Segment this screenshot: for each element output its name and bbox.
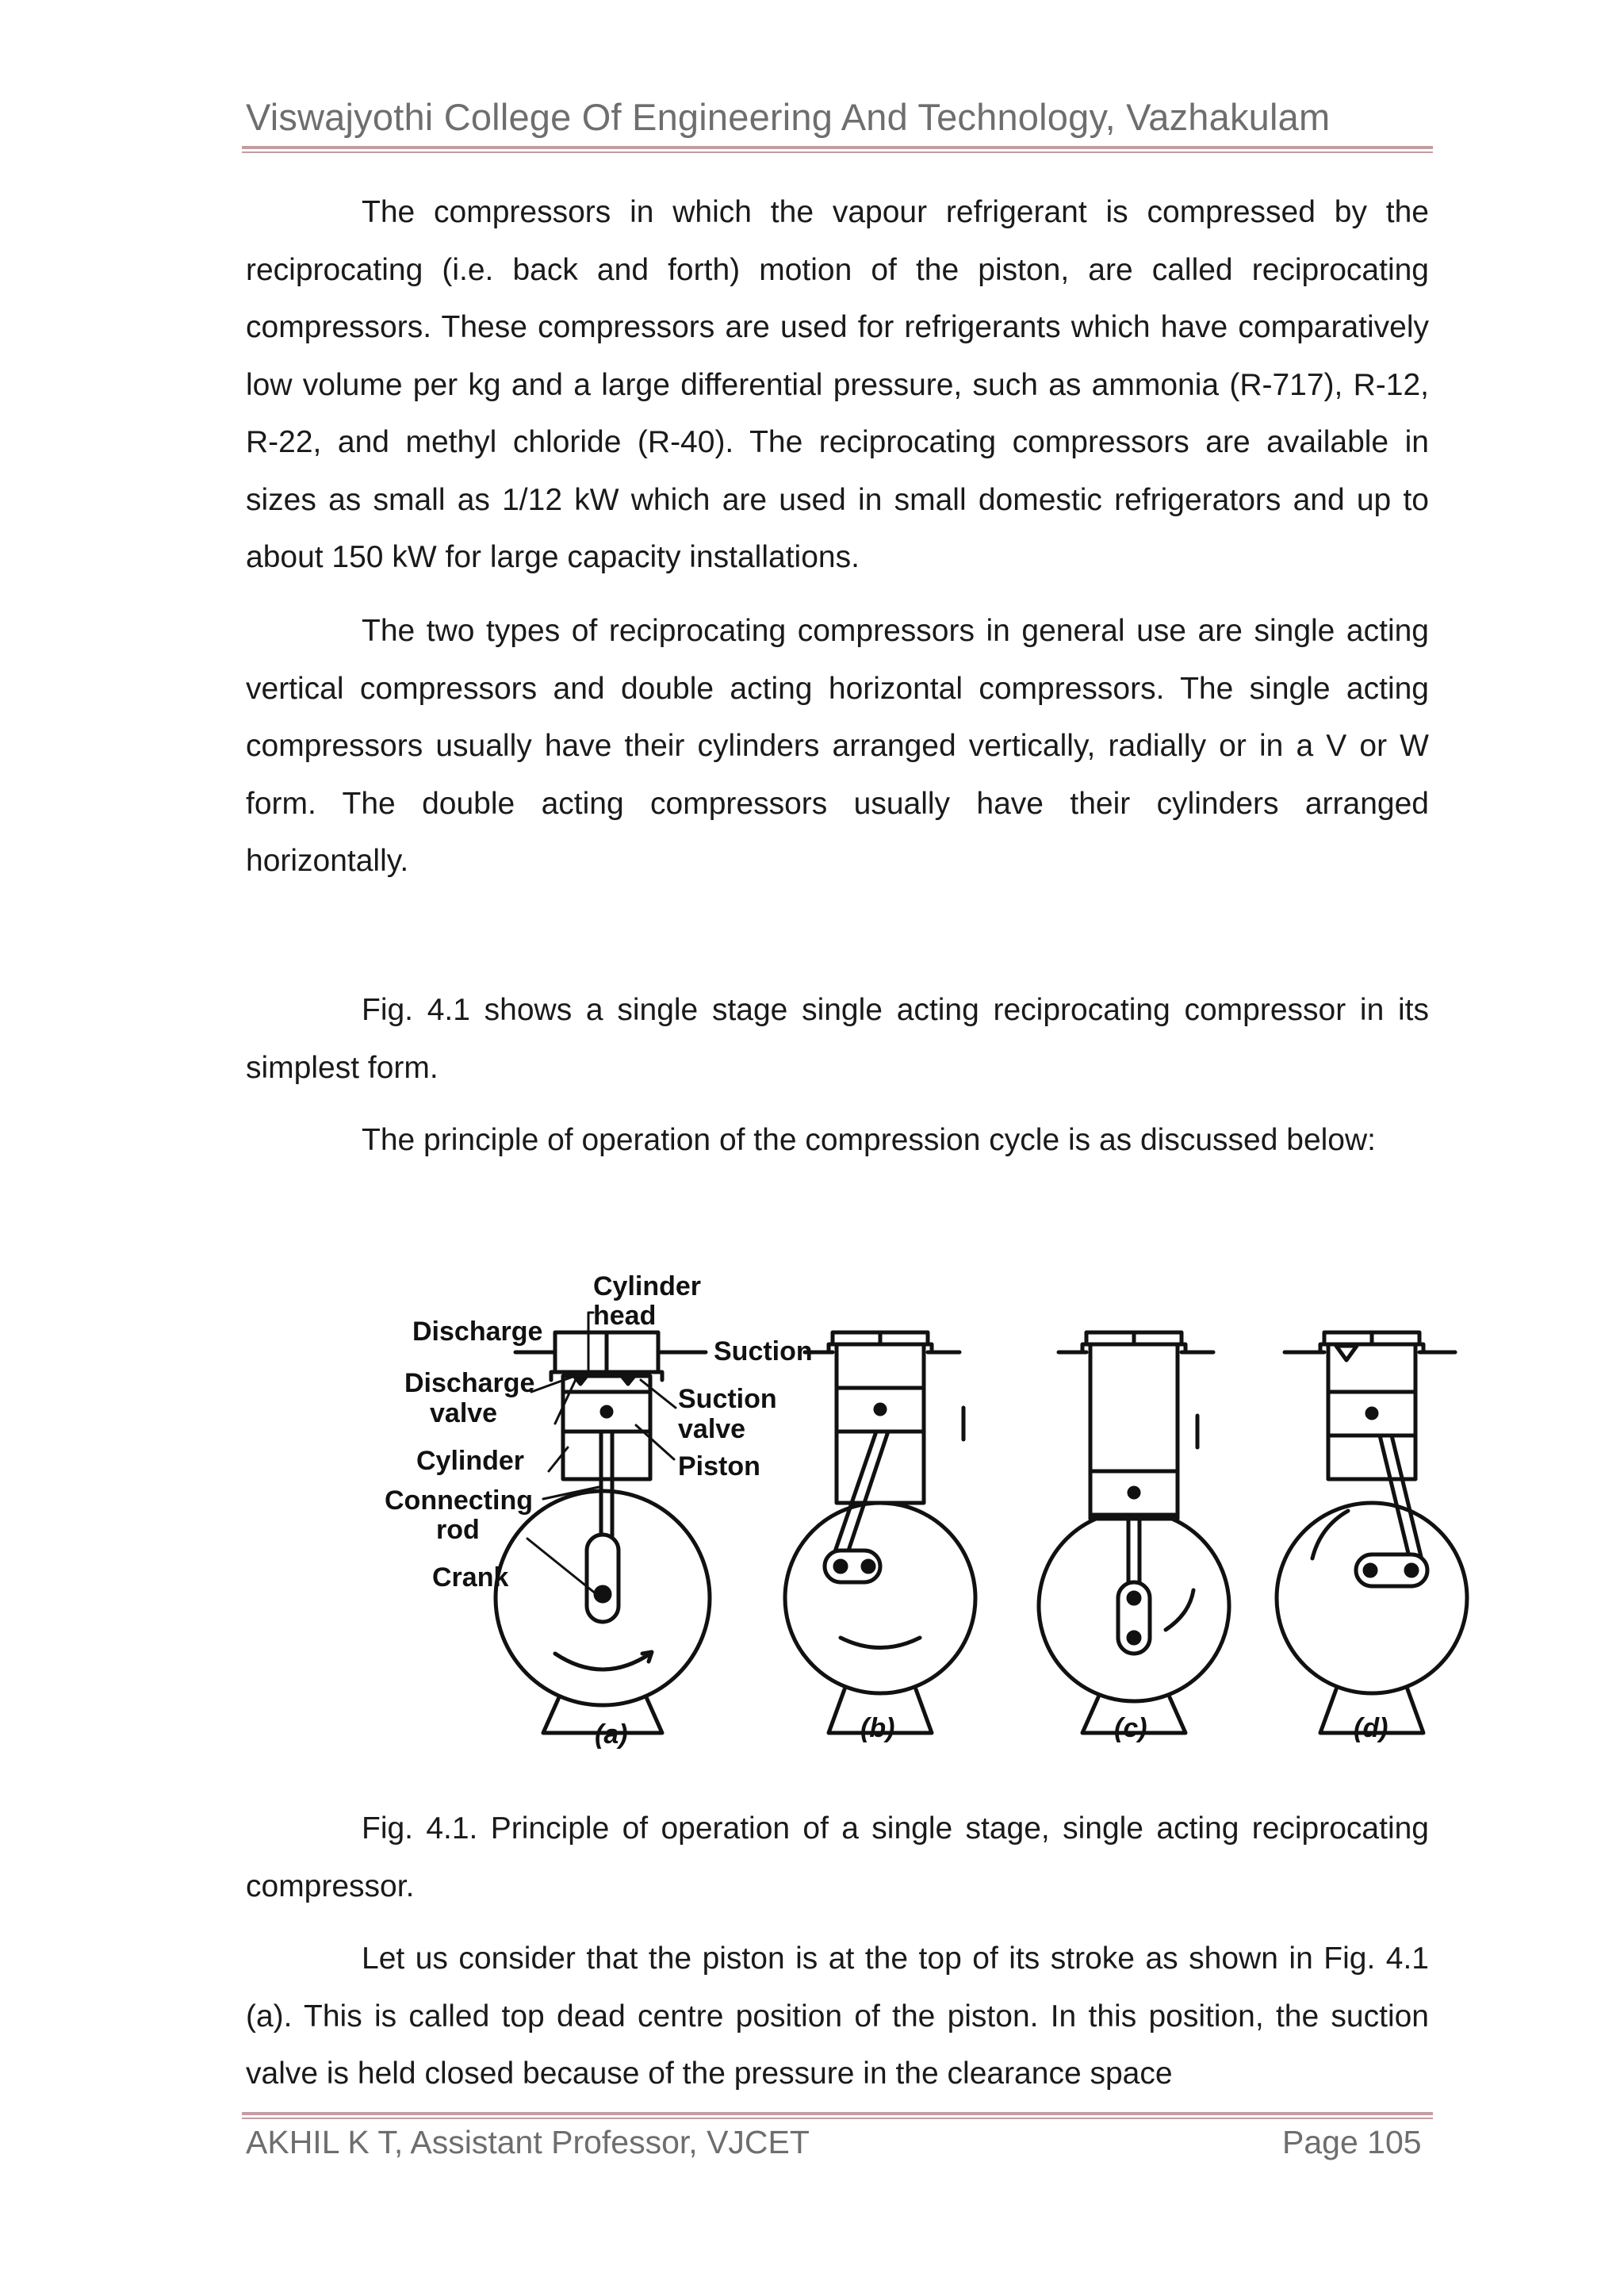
label-piston: Piston	[678, 1451, 760, 1481]
compressor-panel-d	[1277, 1332, 1467, 1733]
label-connecting-rod-2: rod	[436, 1515, 480, 1545]
label-discharge: Discharge	[412, 1317, 543, 1347]
compressor-panel-c	[1039, 1332, 1229, 1733]
panel-caption-d: (d)	[1354, 1713, 1388, 1743]
footer-author: AKHIL K T, Assistant Professor, VJCET	[246, 2124, 810, 2160]
paragraph-principle: The principle of operation of the compression cycle is as discussed below:	[362, 1123, 1376, 1157]
label-cylinder-head: Cylinder	[593, 1271, 702, 1301]
label-connecting-rod: Connecting	[385, 1485, 533, 1516]
footer-rule-thin	[242, 2118, 1433, 2119]
figure-compressor-diagram	[373, 1257, 1483, 1765]
footer-page-number: Page 105	[1282, 2124, 1422, 2160]
label-crank: Crank	[432, 1562, 509, 1593]
label-cylinder: Cylinder	[416, 1446, 525, 1476]
paragraph-fig-intro: Fig. 4.1 shows a single stage single acting reciprocating compressor in its simplest form.	[246, 993, 1429, 1085]
panel-caption-a: (a)	[595, 1719, 628, 1750]
compressor-panel-b	[785, 1332, 975, 1733]
label-discharge-valve-2: valve	[430, 1398, 498, 1428]
label-suction-valve-2: valve	[678, 1414, 746, 1444]
paragraph-compressor-types: The two types of reciprocating compressors in general use are single acting vertical compressors and double acting horizontal compressors. The single acting compressors usually have their cylinders arranged vertically, radially or in a V or W form. The double acting compressors usually have their cylinders arranged horizontally.	[246, 614, 1429, 878]
panel-caption-c: (c)	[1114, 1713, 1147, 1743]
panel-caption-b: (b)	[860, 1713, 895, 1743]
label-cylinder-head-2: head	[593, 1301, 657, 1331]
header-rule	[242, 146, 1433, 149]
paragraph-reciprocating-intro: The compressors in which the vapour refrigerant is compressed by the reciprocating (i.e. back and forth) motion of the piston, are called reciprocating compressors. These compressors are used for refrigerants which have comparatively low volume per kg and a large differential pressure, such as ammonia (R-717), R-12, R-22, and methyl chloride (R-40). The reciprocating compressors are available in sizes as small as 1/12 kW which are used in small domestic refrigerators and up to about 150 kW for large capacity installations.	[246, 195, 1429, 574]
label-suction-valve: Suction	[678, 1384, 777, 1414]
footer-rule	[242, 2112, 1433, 2115]
label-discharge-valve: Discharge	[404, 1368, 535, 1398]
paragraph-top-dead-centre: Let us consider that the piston is at the top of its stroke as shown in Fig. 4.1 (a). This is called top dead centre position of the piston. In this position, the suction valve is held closed because of the pressure in the clearance space	[246, 1941, 1429, 2091]
header-rule-thin	[242, 151, 1433, 153]
figure-caption: Fig. 4.1. Principle of operation of a single stage, single acting reciprocating compressor.	[246, 1811, 1429, 1903]
page-header-title: Viswajyothi College Of Engineering And Technology, Vazhakulam	[246, 96, 1331, 138]
label-suction: Suction	[714, 1336, 813, 1366]
